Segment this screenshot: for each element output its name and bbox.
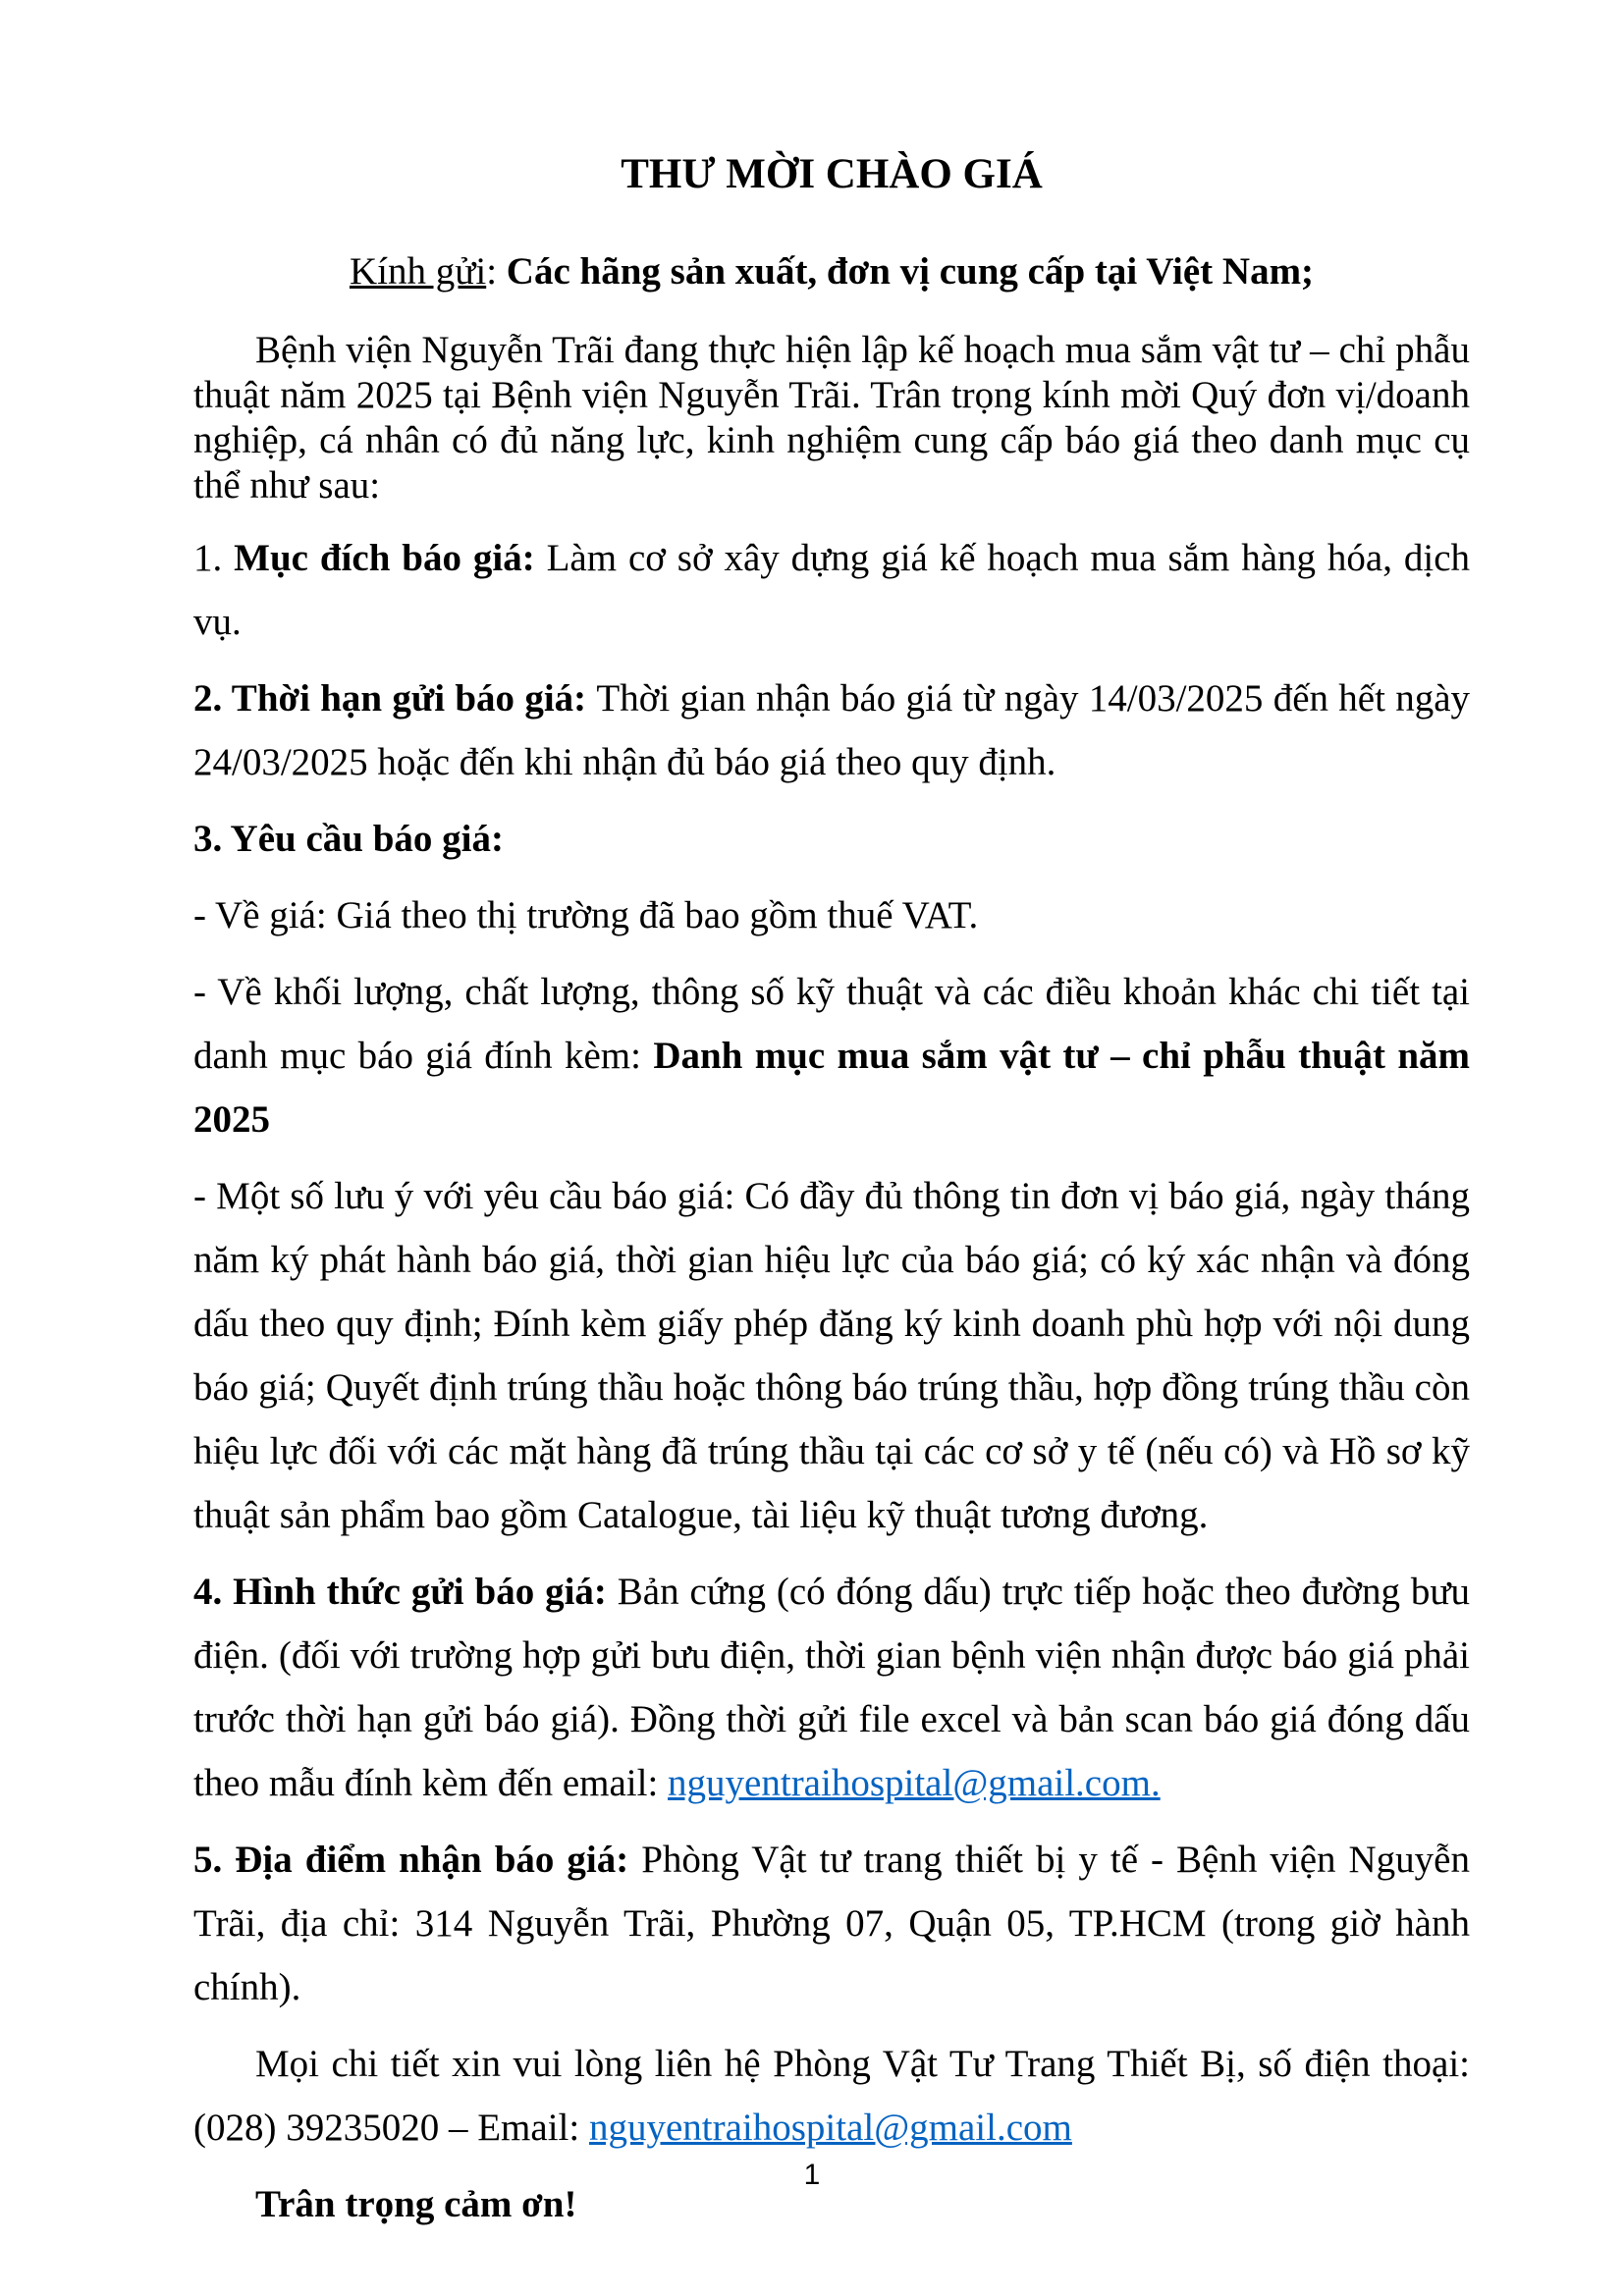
section-2-heading: 2. Thời hạn gửi báo giá: <box>193 677 597 720</box>
section-5-heading: 5. Địa điểm nhận báo giá: <box>193 1839 642 1881</box>
section-3-heading: 3. Yêu cầu báo giá: <box>193 818 504 860</box>
salutation-separator: : <box>486 250 507 293</box>
bullet-price: - Về giá: Giá theo thị trường đã bao gồm thuế VAT. <box>193 894 979 936</box>
section-4-text: Bản cứng (có đóng dấu) trực tiếp hoặc theo đường bưu điện. (đối với trường hợp gửi bưu điện, thời gian bệnh viện nhận được báo giá phải trước thời hạn gửi báo giá). Đồng thời gửi file excel và bản scan báo giá đóng dấu theo mẫu đính kèm đến email: <box>193 1571 1470 1804</box>
closing-text: Trân trọng cảm ơn! <box>255 2183 577 2225</box>
section-1-text: Làm cơ sở xây dựng giá kế hoạch mua sắm hàng hóa, dịch vụ. <box>193 537 1470 643</box>
page-number: 1 <box>803 2159 821 2191</box>
section-1-purpose <box>193 526 1470 654</box>
bullet-notes: - Một số lưu ý với yêu cầu báo giá: Có đầy đủ thông tin đơn vị báo giá, ngày tháng năm ký phát hành báo giá, thời gian hiệu lực của báo giá; có ký xác nhận và đóng dấu theo quy định; Đính kèm giấy phép đăng ký kinh doanh phù hợp với nội dung báo giá; Quyết định trúng thầu hoặc thông báo trúng thầu, hợp đồng trúng thầu còn hiệu lực đối với các mặt hàng đã trúng thầu tại các cơ sở y tế (nếu có) và Hồ sơ kỹ thuật sản phẩm bao gồm Catalogue, tài liệu kỹ thuật tương đương. <box>193 1175 1470 1536</box>
salutation-recipient: Các hãng sản xuất, đơn vị cung cấp tại Việt Nam; <box>506 250 1315 293</box>
section-4-delivery-method <box>193 1560 1470 1815</box>
section-1-heading: Mục đích báo giá: <box>234 537 547 579</box>
salutation-lead: Kính gửi <box>349 250 487 293</box>
section-3-requirements <box>193 807 1470 871</box>
page-title: THƯ MỜI CHÀO GIÁ <box>621 151 1043 197</box>
bullet-specs-text: - Về khối lượng, chất lượng, thông số kỹ thuật và các điều khoản khác chi tiết tại danh mục báo giá đính kèm: <box>193 971 1470 1077</box>
section-4-heading: 4. Hình thức gửi báo giá: <box>193 1571 618 1613</box>
section-5-text: Phòng Vật tư trang thiết bị y tế - Bệnh viện Nguyễn Trãi, địa chỉ: 314 Nguyễn Trãi, Phường 07, Quận 05, TP.HCM (trong giờ hành chính). <box>193 1839 1470 2008</box>
email-link[interactable]: nguyentraihospital@gmail.com. <box>668 1762 1161 1804</box>
bullet-specs-list-title: Danh mục mua sắm vật tư – chỉ phẫu thuật năm 2025 <box>193 1035 1470 1141</box>
contact-email-link[interactable]: nguyentraihospital@gmail.com <box>588 2107 1072 2149</box>
contact-text: Mọi chi tiết xin vui lòng liên hệ Phòng Vật Tư Trang Thiết Bị, số điện thoại: (028) 39235020 – Email: <box>193 2043 1470 2149</box>
intro-paragraph: Bệnh viện Nguyễn Trãi đang thực hiện lập kế hoạch mua sắm vật tư – chỉ phẫu thuật năm 2025 tại Bệnh viện Nguyễn Trãi. Trân trọng kính mời Quý đơn vị/doanh nghiệp, cá nhân có đủ năng lực, kinh nghiệm cung cấp báo giá theo danh mục cụ thể như sau: <box>193 329 1470 507</box>
bullet-specs <box>193 960 1470 1151</box>
salutation-line <box>193 249 1470 294</box>
section-1-number: 1. <box>193 537 235 579</box>
section-5-address <box>193 1828 1470 2019</box>
document-content <box>193 149 1470 2249</box>
contact-paragraph <box>193 2032 1470 2160</box>
section-2-deadline <box>193 667 1470 794</box>
section-2-text: Thời gian nhận báo giá từ ngày 14/03/2025 đến hết ngày 24/03/2025 hoặc đến khi nhận đủ báo giá theo quy định. <box>193 677 1471 783</box>
